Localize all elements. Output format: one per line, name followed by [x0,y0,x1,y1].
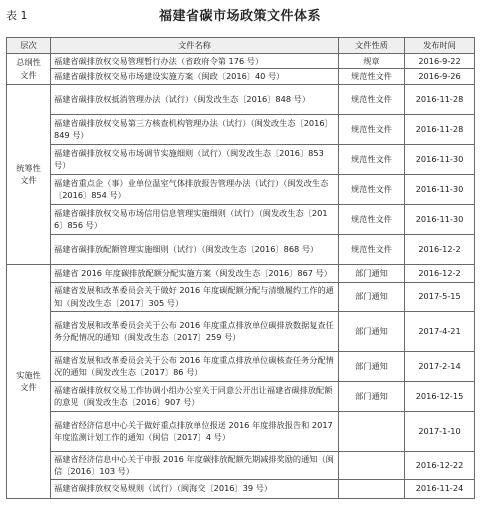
policy-table [6,37,475,499]
header-row [7,38,475,54]
name-cell: 福建省碳排放权交易工作协调小组办公室关于同意公开出让福建省碳排放配额的意见（闽发改生态〔2016〕907 号） [51,381,339,411]
table-row [7,204,475,234]
level-cell: 统筹性 文件 [7,84,51,264]
nature-cell: 规章 [339,53,405,69]
name-cell: 福建省碳排放权抵消管理办法（试行）（闽发改生态〔2016〕848 号） [51,84,339,114]
date-cell: 2016-11-28 [405,84,475,114]
table-row [7,381,475,411]
name-cell: 福建省经济信息中心关于做好重点排放单位报送 2016 年度排放报告和 2017 年度监测计划工作的通知（闽信〔2017〕4 号） [51,411,339,451]
name-cell: 福建省 2016 年度碳排放配额分配实施方案（闽发改生态〔2016〕867 号） [51,264,339,282]
table-title: 福建省碳市场政策文件体系 [158,9,321,24]
date-cell: 2017-4-21 [405,311,475,351]
level-cell: 实施性 文件 [7,264,51,498]
nature-cell: 规范性文件 [339,114,405,144]
date-cell: 2016-11-30 [405,204,475,234]
date-cell: 2017-5-15 [405,282,475,311]
date-cell: 2016-9-26 [405,69,475,85]
name-cell: 福建省重点企（事）业单位温室气体排放报告管理办法（试行）（闽发改生态〔2016〕854 号） [51,174,339,204]
table-row [7,69,475,85]
table-caption [6,4,474,26]
nature-cell: 部门通知 [339,351,405,381]
name-cell: 福建省发展和改革委员会关于公布 2016 年度重点排放单位碳核查任务分配情况的通知（闽发改生态〔2017〕86 号） [51,351,339,381]
date-cell: 2016-11-24 [405,479,475,498]
nature-cell: 规范性文件 [339,174,405,204]
nature-cell: 规范性文件 [339,69,405,85]
date-cell: 2016-9-22 [405,53,475,69]
table-row [7,144,475,174]
nature-cell: 规范性文件 [339,144,405,174]
table-row [7,311,475,351]
name-cell: 福建省发展和改革委员会关于公布 2016 年度重点排放单位碳排放数据复查任务分配情况的通知（闽发改生态〔2017〕259 号） [51,311,339,351]
nature-cell [339,479,405,498]
nature-cell: 规范性文件 [339,84,405,114]
date-cell: 2016-12-2 [405,264,475,282]
nature-cell [339,411,405,451]
header-date: 发布时间 [405,38,475,54]
nature-cell [339,451,405,479]
name-cell: 福建省碳排放权交易第三方核查机构管理办法（试行）（闽发改生态〔2016〕849 号） [51,114,339,144]
date-cell: 2016-12-15 [405,381,475,411]
table-row [7,264,475,282]
name-cell: 福建省碳排放权交易管理暂行办法（省政府令第 176 号） [51,53,339,69]
table-body [7,53,475,498]
level-cell: 总纲性 文件 [7,53,51,84]
date-cell: 2017-1-10 [405,411,475,451]
nature-cell: 部门通知 [339,282,405,311]
date-cell: 2016-11-30 [405,144,475,174]
table-row [7,53,475,69]
name-cell: 福建省碳排放权交易市场建设实施方案（闽政〔2016〕40 号） [51,69,339,85]
table-row [7,234,475,264]
date-cell: 2016-12-22 [405,451,475,479]
table-row [7,282,475,311]
date-cell: 2016-12-2 [405,234,475,264]
table-row [7,114,475,144]
header-name: 文件名称 [51,38,339,54]
table-row [7,174,475,204]
table-label: 表 1 [6,9,28,22]
table-row [7,451,475,479]
name-cell: 福建省碳排放权交易市场信用信息管理实施细则（试行）（闽发改生态〔2016〕856 号） [51,204,339,234]
name-cell: 福建省碳排放配额管理实施细则（试行）（闽发改生态〔2016〕868 号） [51,234,339,264]
name-cell: 福建省发展和改革委员会关于做好 2016 年度碳配额分配与清缴履约工作的通知（闽发改生态〔2017〕305 号） [51,282,339,311]
nature-cell: 部门通知 [339,264,405,282]
nature-cell: 部门通知 [339,381,405,411]
name-cell: 福建省碳排放权交易市场调节实施细则（试行）（闽发改生态〔2016〕853 号） [51,144,339,174]
table-row [7,479,475,498]
nature-cell: 规范性文件 [339,234,405,264]
table-row [7,351,475,381]
header-nature: 文件性质 [339,38,405,54]
name-cell: 福建省经济信息中心关于申报 2016 年度碳排放配额先期减排奖励的通知（闽信〔2016〕103 号） [51,451,339,479]
table-row [7,411,475,451]
date-cell: 2017-2-14 [405,351,475,381]
date-cell: 2016-11-30 [405,174,475,204]
name-cell: 福建省碳排放权交易规则（试行）（闽海交〔2016〕39 号） [51,479,339,498]
nature-cell: 规范性文件 [339,204,405,234]
date-cell: 2016-11-28 [405,114,475,144]
table-row [7,84,475,114]
header-level: 层次 [7,38,51,54]
nature-cell: 部门通知 [339,311,405,351]
